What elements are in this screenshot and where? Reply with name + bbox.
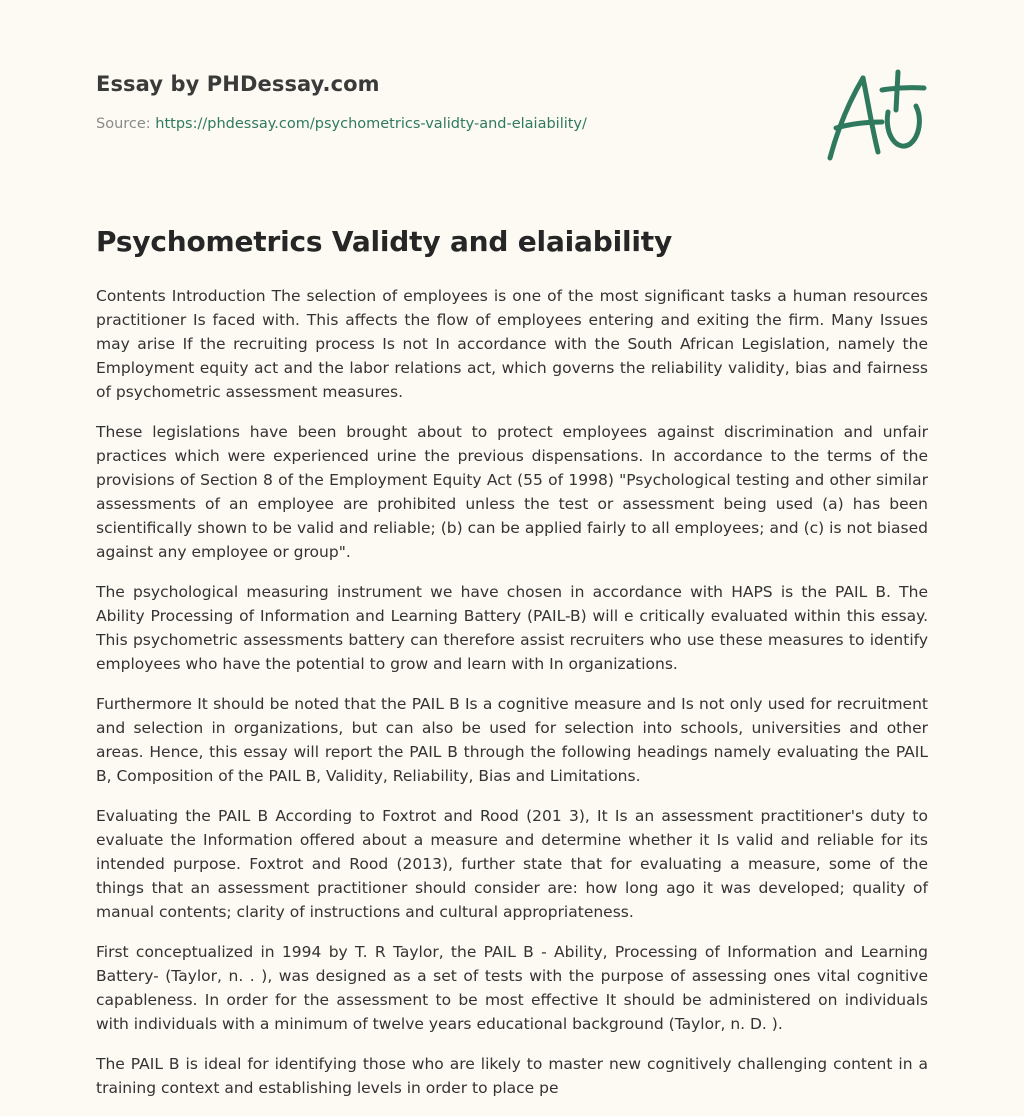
- document-title: Psychometrics Validty and elaiability: [96, 225, 673, 258]
- paragraph: First conceptualized in 1994 by T. R Taylor, the PAIL B - Ability, Processing of Information and Learning Battery- (Taylor, n. . ), was designed as a set of tests with the purpose of assessing ones vital cognitive capableness. In order for the assessment to be most effective It should be administered on individuals with individuals with a minimum of twelve years educational background (Taylor, n. D. ).: [96, 943, 928, 1033]
- paragraph: The psychological measuring instrument we have chosen in accordance with HAPS is the PAIL B. The Ability Processing of Information and Learning Battery (PAIL-B) will e critically evaluated within this essay. This psychometric assessments battery can therefore assist recruiters who use these measures to identify employees who have the potential to grow and learn with In organizations.: [96, 583, 928, 673]
- paragraph: Furthermore It should be noted that the PAIL B Is a cognitive measure and Is not only used for recruitment and selection in organizations, but can also be used for selection into schools, universities and other areas. Hence, this essay will report the PAIL B through the following headings namely evaluating the PAIL B, Composition of the PAIL B, Validity, Reliability, Bias and Limitations.: [96, 695, 928, 785]
- page-header: [96, 72, 796, 132]
- source-line: [96, 116, 796, 132]
- brand-title: Essay by PHDessay.com: [96, 72, 380, 96]
- essay-body: [96, 284, 928, 1116]
- paragraph: Contents Introduction The selection of employees is one of the most significant tasks a human resources practitioner Is faced with. This affects the flow of employees entering and exiting the firm. Many Issues may arise If the recruiting process Is not In accordance with the South African Legislation, namely the Employment equity act and the labor relations act, which governs the reliability validity, bias and fairness of psychometric assessment measures.: [96, 287, 928, 401]
- paragraph: These legislations have been brought about to protect employees against discrimination and unfair practices which were experienced urine the previous dispensations. In accordance to the terms of the provisions of Section 8 of the Employment Equity Act (55 of 1998) "Psychological testing and other similar assessments of an employee are prohibited unless the test or assessment being used (a) has been scientifically shown to be valid and reliable; (b) can be applied fairly to all employees; and (c) is not biased against any employee or group".: [96, 423, 928, 561]
- a-plus-grade-icon: [818, 66, 930, 166]
- paragraph: The PAIL B is ideal for identifying those who are likely to master new cognitively challenging content in a training context and establishing levels in order to place pe: [96, 1055, 928, 1097]
- paragraph: Evaluating the PAIL B According to Foxtrot and Rood (201 3), It Is an assessment practitioner's duty to evaluate the Information offered about a measure and determine whether it Is valid and reliable for its intended purpose. Foxtrot and Rood (2013), further state that for evaluating a measure, some of the things that an assessment practitioner should consider are: how long ago it was developed; quality of manual contents; clarity of instructions and cultural appropriateness.: [96, 807, 928, 921]
- source-link[interactable]: https://phdessay.com/psychometrics-validty-and-elaiability/: [155, 116, 587, 132]
- source-label: Source:: [96, 116, 151, 132]
- a-plus-logo-svg: [818, 66, 930, 166]
